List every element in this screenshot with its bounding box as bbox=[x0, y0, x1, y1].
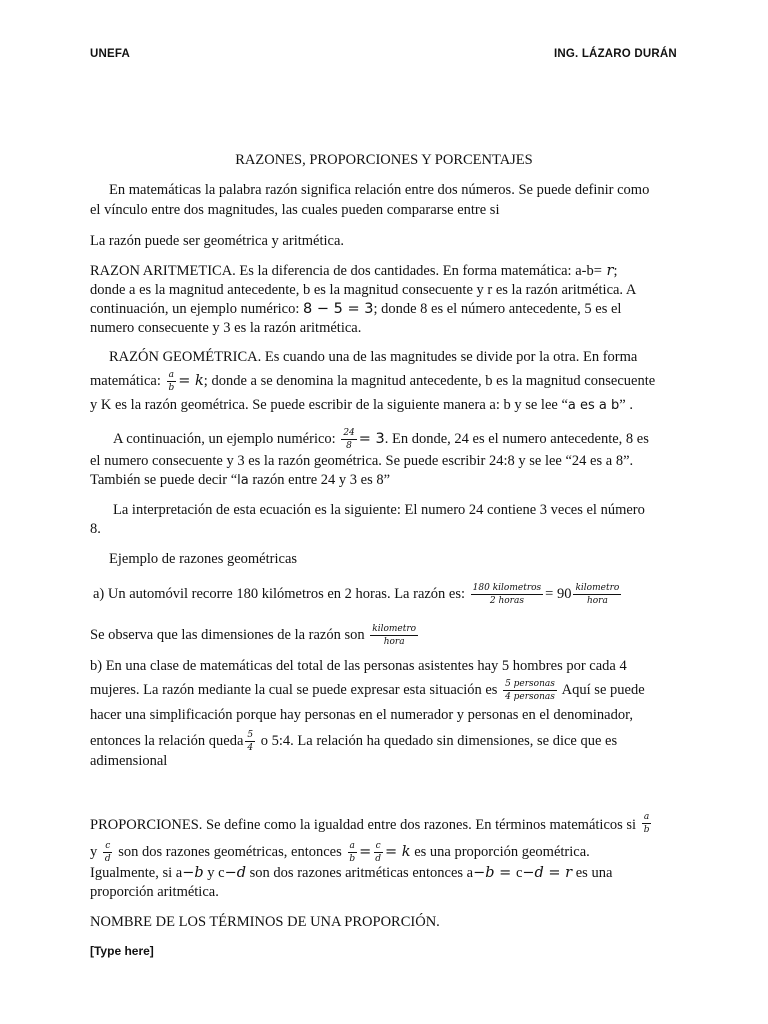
arith-line-4: numero consecuente y 3 es la razón aritmética. bbox=[90, 320, 362, 336]
proportion-terms-heading: NOMBRE DE LOS TÉRMINOS DE UNA PROPORCIÓN. bbox=[90, 914, 440, 930]
intro-line-2: el vínculo entre dos magnitudes, las cuales pueden compararse entre si bbox=[90, 202, 500, 218]
geom-line-2: matemática: $\frac{a}{b}$ = k; donde a se denomina la magnitud antecedente, b es la magnitud consecuente bbox=[90, 370, 656, 393]
interpretation-line-2: 8. bbox=[90, 521, 101, 537]
dimensions-line: Se observa que las dimensiones de la razón son $\frac{\text{kilometro}}{\text{hora}}$ bbox=[90, 624, 417, 647]
geom-line-1: RAZÓN GEOMÉTRICA. Es cuando una de las magnitudes se divide por la otra. En forma bbox=[109, 349, 638, 365]
example-b-line-1: b) En una clase de matemáticas del total de las personas asistentes hay 5 hombres por cada 4 bbox=[90, 658, 627, 674]
header-right: ING. LÁZARO DURÁN bbox=[554, 48, 677, 60]
proportions-line-4: proporción aritmética. bbox=[90, 884, 219, 900]
proportions-line-2: y $\frac{c}{d}$ son dos razones geométricas, entonces $\frac{a}{b}$ = $\frac{c}{d}$ = k es una proporción geométrica. bbox=[90, 841, 590, 864]
interpretation-line-1: La interpretación de esta ecuación es la siguiente: El numero 24 contiene 3 veces el número bbox=[113, 502, 645, 518]
example-b-line-3: hacer una simplificación porque hay personas en el numerador y personas en el denominador, bbox=[90, 707, 633, 723]
types-paragraph: La razón puede ser geométrica y aritmética. bbox=[90, 233, 345, 249]
example-b-line-5: adimensional bbox=[90, 753, 168, 769]
document-title: RAZONES, PROPORCIONES Y PORCENTAJES bbox=[235, 152, 533, 168]
arith-line-1: RAZON ARITMETICA. Es la diferencia de dos cantidades. En forma matemática: a-b= r; bbox=[90, 263, 618, 279]
footer-placeholder: [Type here] bbox=[90, 944, 154, 958]
geom-example-line-1: A continuación, un ejemplo numérico: $\frac{24}{8}$ = 3. En donde, 24 es el numero antecedente, 8 es bbox=[113, 428, 649, 451]
geom-example-line-2: el numero consecuente y 3 es la razón geométrica. Se puede escribir 24:8 y se lee “24 es a 8”. bbox=[90, 453, 634, 469]
arith-line-3: continuación, un ejemplo numérico: 8 − 5 = 3; donde 8 es el número antecedente, 5 es el bbox=[90, 301, 622, 317]
proportions-line-3: Igualmente, si a−b y c−d son dos razones aritméticas entonces a−b = c−d = r es una bbox=[90, 865, 613, 881]
geom-example-line-3: También se puede decir “la razón entre 24 y 3 es 8” bbox=[90, 472, 391, 488]
example-b-line-4: entonces la relación queda $\frac{5}{4}$ o 5:4. La relación ha quedado sin dimensiones, se dice que es bbox=[90, 730, 618, 753]
proportions-line-1: PROPORCIONES. Se define como la igualdad entre dos razones. En términos matemáticos si $\frac{a}{b}$ bbox=[90, 812, 650, 835]
geom-line-3: y K es la razón geométrica. Se puede escribir de la siguiente manera a: b y se lee “a es a b” . bbox=[90, 397, 633, 413]
arith-line-2: donde a es la magnitud antecedente, b es la magnitud consecuente y r es la razón aritmética. A bbox=[90, 282, 637, 298]
example-a-line: a) Un automóvil recorre 180 kilómetros en 2 horas. La razón es: $\frac{\text{180 kilometros}}{\text{2 horas}}$ = 90 $\frac{\text{kilometro}}{\text{hora}}$ bbox=[93, 583, 620, 606]
intro-line-1: En matemáticas la palabra razón significa relación entre dos números. Se puede definir como bbox=[109, 182, 650, 198]
example-b-line-2: mujeres. La razón mediante la cual se puede expresar esta situación es $\frac{\text{5 personas}}{\text{4 personas}}$ Aquí se puede bbox=[90, 679, 645, 702]
examples-heading: Ejemplo de razones geométricas bbox=[109, 551, 298, 567]
header-left: UNEFA bbox=[90, 48, 130, 60]
